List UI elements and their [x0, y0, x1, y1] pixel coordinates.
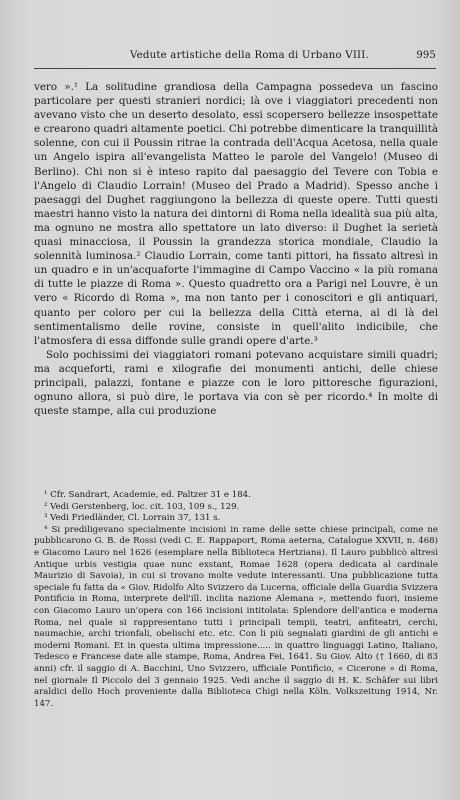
body-paragraph: vero ».¹ La solitudine grandiosa della Campagna possedeva un fascino particolare per questi stranieri nordici; là ove i viaggiatori precedenti non avevano visto che un deserto desolato, essi scopersero bellezze insospettate e crearono quadri altamente poetici. Chi potrebbe dimenticare la tranquillità solenne, con cui il Poussin ritrae la contrada dell'Acqua Acetosa, nella quale un Angelo ispira all'evangelista Matteo le parole del Vangelo! (Museo di Berlino). Chi non si è inteso rapito dal paesaggio del Tevere con Tobia e l'Angelo di Claudio Lorrain! (Museo del Prado a Madrid). Spesso anche i paesaggi del Dughet raggiungono la bellezza di queste opere. Tutti questi maestri hanno visto la natura dei dintorni di Roma nella idealità sua più alta, ma ognuno ne mostra allo spettatore un lato diverso: il Dughet la serietà quasi minacciosa, il Poussin la grandezza storica mondiale, Claudio la solennità luminosa.² Claudio Lorrain, come tanti pittori, ha fissato altresì in un quadro e in un'acquaforte l'immagine di Campo Vaccino « la più romana di tutte le piazze di Roma ». Questo quadretto ora a Parigi nel Louvre, è un vero « Ricordo di Roma », ma non tanto per i conoscitori e gli antiquari, quanto per coloro per cui la bellezza della Città eterna, al di là del sentimentalismo delle rovine, consiste in quell'alito indicibile, che l'atmosfera di essa diffonde sulle grandi opere d'arte.³ [34, 81, 438, 347]
main-text [34, 80, 438, 418]
footnote: ² Vedi Gerstenberg, loc. cit. 103, 109 s., 129. [44, 501, 240, 512]
page-number: 995 [416, 50, 436, 61]
running-header [34, 50, 436, 66]
header-rule [34, 68, 436, 69]
footnote: ⁴ Si prediligevano specialmente incisioni in rame delle sette chiese principali, come ne pubblicarono G. B. de Rossi (vedi C. E. Rappaport, Roma aeterna, Catalogue XXVII, n. 468) e Giacomo Lauro nel 1626 (esemplare nella Biblioteca Hertziana). Il Lauro pubblicò altresì Antique urbis vestigia quae nunc exstant, Romae 1628 (opera dedicata al cardinale Maurizio di Savoia), in cui si trovano molte vedute interessanti. Una pubblicazione tutta speciale fu fatta da « Giov. Ridolfo Alto Svizzero da Lucerna, officiale della Guardia Svizzera Pontificia in Roma, interprete dell'ill. inclita nazione Alemana », mettendo fuori, insieme con Giacomo Lauro un'opera con 166 incisioni intitolata: Splendore dell'antica e moderna Roma, nel quale si rappresentano tutti i principali tempii, teatri, anfiteatri, cerchi, naumachie, archi trionfali, obelischi etc. etc. Con li più segnalati giardini de gli antichi e moderni Romani. Et in questa ultima impressione..... in quattro linguaggi Latino, Italiano, Tedesco e Francese date alle stampe, Roma, Andrea Fei, 1641. Su Giov. Alto († 1660, di 83 anni) cfr. il saggio di A. Bacchini, Uno Svizzero, ufficiale Pontificio, « Cicerone » di Roma, nel giornale Il Piccolo del 3 gennaio 1925. Vedi anche il saggio di H. K. Schäfer sui libri araldici dello Hoch proveniente dalla Biblioteca Chigi nella Köln. Volkszeitung 1914, Nr. 147. [34, 524, 438, 709]
footnote: ³ Vedi Friedländer, Cl. Lorrain 37, 131 s. [44, 513, 221, 524]
body-paragraph: Solo pochissimi dei viaggiatori romani potevano acquistare simili quadri; ma acqueforti, rami e xilografie dei monumenti antichi, delle chiese principali, palazzi, fontane e piazze con le loro pittoresche figurazioni, ognuno allora, si può dire, le portava via con sè per ricordo.⁴ In molte di queste stampe, alla cui produzione [34, 348, 438, 418]
footnote: ¹ Cfr. Sandrart, Academie, ed. Paltzer 31 e 184. [44, 490, 251, 500]
footnotes [34, 490, 438, 710]
running-title: Vedute artistiche della Roma di Urbano VIII. [130, 50, 369, 61]
